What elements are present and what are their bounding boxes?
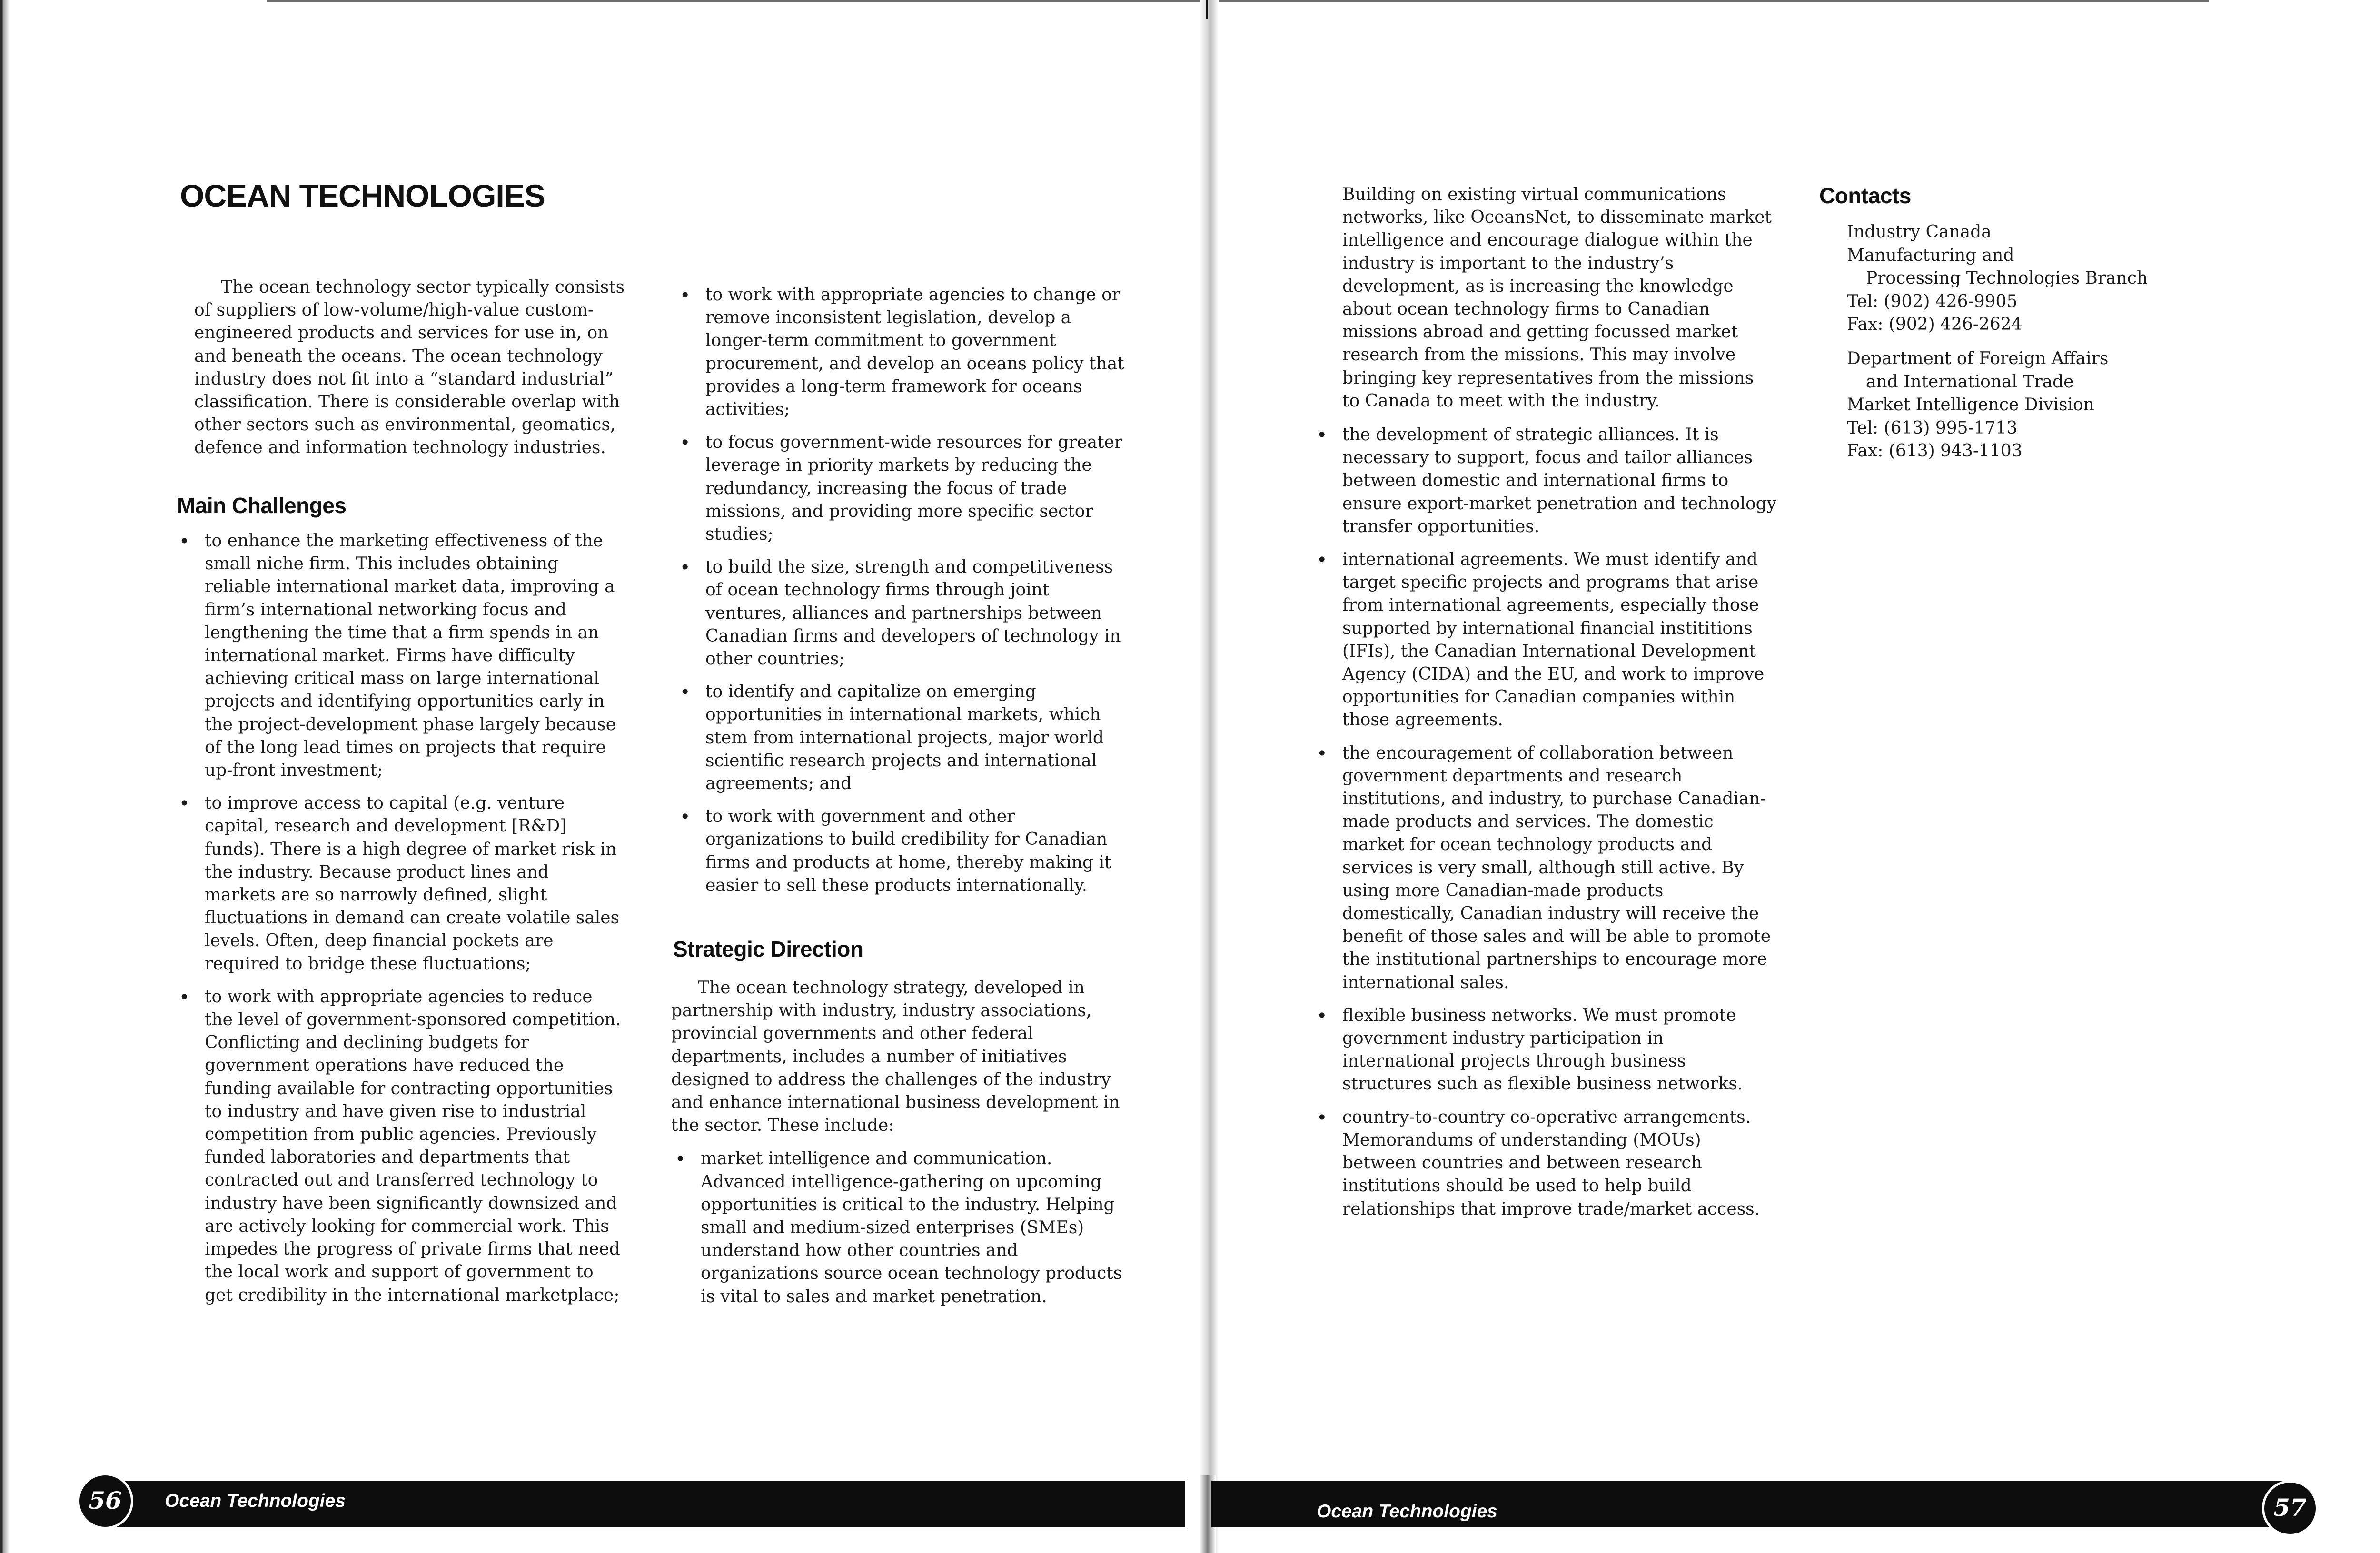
- challenges-list-1: [175, 530, 625, 1307]
- contact-org: Industry Canada: [1847, 222, 1992, 242]
- contact-unit: Manufacturing and: [1847, 245, 2014, 265]
- contact-unit: Market Intelligence Division: [1847, 395, 2094, 415]
- contacts-heading: Contacts: [1819, 183, 1911, 208]
- contact-tel: Tel: (613) 995-1713: [1847, 418, 2018, 438]
- list-item: • to build the size, strength and competitiveness of ocean technology firms through joint ventures, alliances and partnerships between Canadian firms and developers of technology in other countries;: [676, 556, 1133, 671]
- page-number-left: 56: [77, 1473, 133, 1529]
- challenges-column-2: [676, 284, 1133, 907]
- contact-fax: Fax: (613) 943-1103: [1847, 441, 2023, 461]
- challenges-column-1: [175, 530, 625, 1317]
- page-title: OCEAN TECHNOLOGIES: [180, 178, 545, 213]
- list-item: • to work with government and other organizations to build credibility for Canadian firms and products at home, thereby making it easier to sell these products internationally.: [676, 805, 1133, 897]
- list-item: • international agreements. We must identify and target specific projects and programs that arise from international agreements, especially those supported by international financial instititions (IFIs), the Canadian International Development Agency (CIDA) and the EU, and work to improve opportunities for Canadian companies within those agreements.: [1313, 548, 1777, 732]
- scan-top-edge-right: [1219, 0, 2209, 2]
- continuation-paragraph: Building on existing virtual communications networks, like OceansNet, to disseminate market intelligence and encourage dialogue within the industry is important to the industry’s development, as is increasing the knowledge about ocean technology firms to Canadian missions abroad and getting focussed market research from the missions. This may involve bringing key representatives from the missions to Canada to meet with the industry.: [1342, 185, 1772, 411]
- strategic-intro: The ocean technology strategy, developed in partnership with industry, industry associations, provincial governments and other federal departments, includes a number of initiatives designed to address the challenges of the industry and enhance international business development in the sector. These include:: [671, 978, 1120, 1136]
- challenges-list-2: [676, 284, 1133, 897]
- strategic-direction-heading: Strategic Direction: [673, 937, 863, 961]
- contact-fax: Fax: (902) 426-2624: [1847, 315, 2023, 334]
- list-item: • to enhance the marketing effectiveness of the small niche firm. This includes obtaining reliable international market data, improving a firm’s international networking focus and lengthening the time that a firm spends in an international market. Firms have difficulty achieving critical mass on large international projects and identifying opportunities early in the project-development phase largely because of the long lead times on projects that require up-front investment;: [175, 530, 625, 782]
- contact-industry-canada: [1847, 221, 2148, 336]
- list-item: • the development of strategic alliances. It is necessary to support, focus and tailor alliances between domestic and international firms to ensure export-market penetration and technology transfer opportunities.: [1313, 424, 1777, 538]
- contact-org: Department of Foreign Affairs: [1847, 349, 2109, 368]
- contact-foreign-affairs: [1847, 347, 2108, 463]
- list-item: • to improve access to capital (e.g. venture capital, research and development [R&D] funds). There is a high degree of market risk in the industry. Because product lines and markets are so narrowly defined, slight fluctuations in demand can create volatile sales levels. Often, deep financial pockets are required to bridge these fluctuations;: [175, 792, 625, 976]
- list-item: • to work with appropriate agencies to change or remove inconsistent legislation, develop a longer-term commitment to government procurement, and develop an oceans policy that provides a long-term framework for oceans activities;: [676, 284, 1133, 421]
- contact-org: and International Trade: [1866, 372, 2074, 392]
- list-item: • market intelligence and communication. Advanced intelligence-gathering on upcoming opportunities is critical to the industry. Helping small and medium-sized enterprises (SMEs) understand how other countries and organizations source ocean technology products is vital to sales and market penetration.: [671, 1147, 1128, 1308]
- list-item: • to identify and capitalize on emerging opportunities in international markets, which stem from international projects, major world scientific research projects and international agreements; and: [676, 681, 1133, 795]
- list-item: • the encouragement of collaboration between government departments and research institutions, and industry, to purchase Canadian-made products and services. The domestic market for ocean technology products and services is very small, although still active. By using more Canadian-made products domestically, Canadian industry will receive the benefit of those sales and will be able to promote the institutional partnerships to encourage more international sales.: [1313, 742, 1777, 994]
- list-item: • to focus government-wide resources for greater leverage in priority markets by reducing the redundancy, increasing the focus of trade missions, and providing more specific sector studies;: [676, 431, 1133, 546]
- list-item: • flexible business networks. We must promote government industry participation in international projects through business structures such as flexible business networks.: [1313, 1004, 1777, 1096]
- main-challenges-heading: Main Challenges: [177, 493, 347, 518]
- continuation-column: [1342, 183, 1773, 413]
- contact-tel: Tel: (902) 426-9905: [1847, 291, 2018, 311]
- initiatives-list: [1313, 424, 1777, 1221]
- contact-unit: Processing Technologies Branch: [1866, 268, 2148, 288]
- strategic-column: [671, 977, 1128, 1318]
- gutter-fold-mark: [1206, 0, 1208, 19]
- list-item: • country-to-country co-operative arrangements. Memorandums of understanding (MOUs) between countries and between research institutions should be used to help build relationships that improve trade/market access.: [1313, 1106, 1777, 1221]
- strategic-list: [671, 1147, 1128, 1308]
- page-gutter: [1200, 0, 1219, 1553]
- scan-top-edge-left: [267, 0, 1200, 2]
- footer-label-right: Ocean Technologies: [1317, 1501, 1497, 1522]
- initiatives-column: [1313, 424, 1777, 1231]
- intro-paragraph: The ocean technology sector typically consists of suppliers of low-volume/high-value custom-engineered products and services for use in, on and beneath the oceans. The ocean technology industry does not fit into a “standard industrial” classification. There is considerable overlap with other sectors such as environmental, geomatics, defence and information technology industries.: [194, 277, 625, 458]
- page-number-right: 57: [2262, 1480, 2318, 1536]
- intro-column: [194, 276, 625, 460]
- list-item: • to work with appropriate agencies to reduce the level of government-sponsored competition. Conflicting and declining budgets for government operations have reduced the funding available for contracting opportunities to industry and have given rise to industrial competition from public agencies. Previously funded laboratories and departments that contracted out and transferred technology to industry have been significantly downsized and are actively looking for commercial work. This impedes the progress of private firms that need the local work and support of government to get credibility in the international marketplace;: [175, 986, 625, 1307]
- scan-left-edge: [0, 0, 10, 1553]
- footer-label-left: Ocean Technologies: [165, 1491, 346, 1511]
